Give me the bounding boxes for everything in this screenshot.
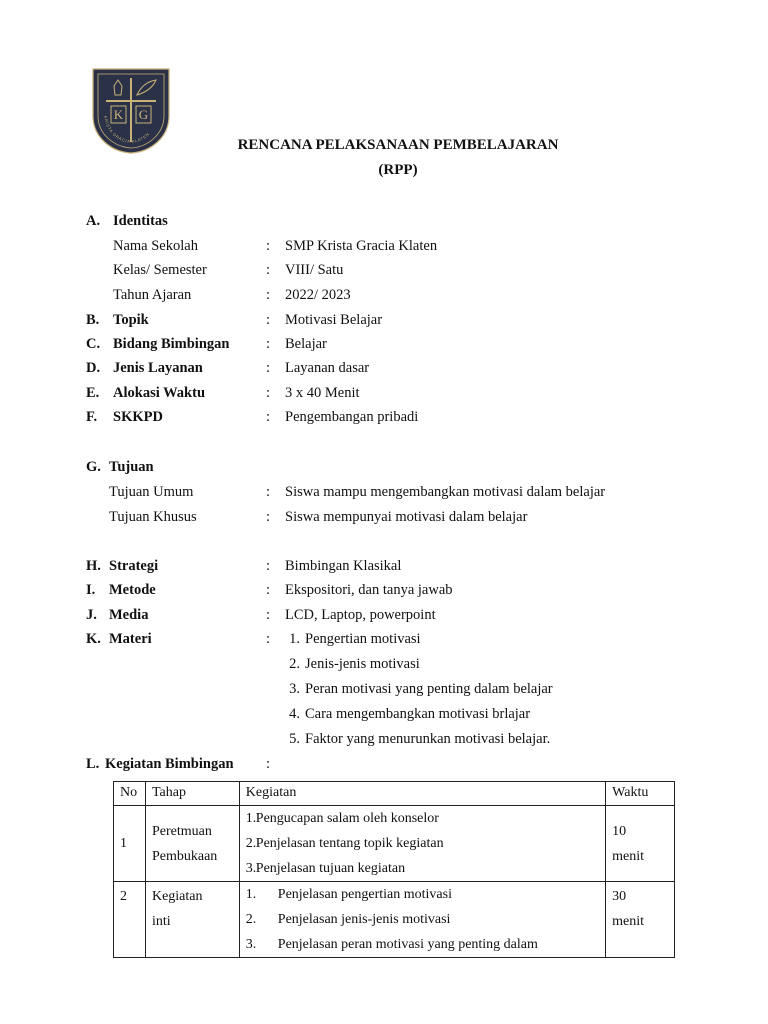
header-waktu: Waktu (606, 782, 675, 806)
section-letter: F. (86, 409, 98, 425)
section-h-strategi (0, 556, 768, 576)
header-no: No (114, 782, 146, 806)
kegiatan-list (246, 882, 599, 957)
field-label: Tahun Ajaran (113, 287, 192, 303)
section-f-skkpd (0, 407, 768, 427)
section-label: Tujuan (109, 459, 154, 475)
tujuan-umum (0, 482, 768, 502)
section-i-metode (0, 580, 768, 600)
cell-no: 1 (114, 806, 146, 882)
logo-ring-text: KRISTA GRACIA KLATEN (103, 115, 151, 145)
section-value: Motivasi Belajar (285, 312, 383, 328)
table-header-row (114, 782, 675, 806)
tujuan-khusus (0, 507, 768, 527)
colon: : (266, 336, 271, 352)
section-value: Pengembangan pribadi (285, 409, 419, 425)
section-label: Kegiatan Bimbingan (105, 756, 234, 772)
colon: : (266, 360, 271, 376)
section-letter: H. (86, 558, 101, 574)
section-a (0, 211, 768, 231)
field-value: Siswa mempunyai motivasi dalam belajar (285, 509, 528, 525)
materi-text: Faktor yang menurunkan motivasi belajar. (305, 731, 551, 747)
cell-tahap (145, 882, 239, 958)
field-value: VIII/ Satu (285, 262, 344, 278)
section-value: Ekspositori, dan tanya jawab (285, 582, 453, 598)
colon: : (266, 238, 271, 254)
colon: : (266, 409, 271, 425)
section-letter: G. (86, 459, 101, 475)
colon: : (266, 262, 271, 278)
table-row (114, 806, 675, 882)
colon: : (266, 385, 271, 401)
section-label: Strategi (109, 558, 159, 574)
field-value: Siswa mampu mengembangkan motivasi dalam belajar (285, 484, 606, 500)
waktu-line: 30 (612, 889, 627, 904)
kegiatan-text: Penjelasan tentang topik kegiatan (255, 836, 444, 851)
materi-number: 2. (289, 656, 300, 672)
materi-text: Jenis-jenis motivasi (305, 656, 420, 672)
tahap-line: Kegiatan (151, 889, 203, 904)
section-letter: B. (86, 312, 100, 328)
section-label: Alokasi Waktu (113, 385, 206, 401)
section-value: LCD, Laptop, powerpoint (285, 607, 436, 623)
tahap-line: Peretmuan (151, 823, 212, 839)
materi-text: Cara mengembangkan motivasi brlajar (305, 706, 531, 722)
colon: : (266, 756, 271, 772)
cell-no: 2 (114, 882, 146, 958)
section-label: Materi (109, 631, 152, 647)
doc-title: RENCANA PELAKSANAAN PEMBELAJARAN (237, 137, 559, 153)
kegiatan-number: 2. (245, 836, 257, 851)
section-letter: J. (86, 607, 97, 623)
cell-kegiatan (239, 806, 605, 882)
section-label: Media (109, 607, 149, 623)
header-kegiatan: Kegiatan (239, 782, 605, 806)
materi-text: Peran motivasi yang penting dalam belajar (305, 681, 553, 697)
logo-letter-k: K (113, 107, 124, 122)
section-value: Bimbingan Klasikal (285, 558, 402, 574)
colon: : (266, 607, 271, 623)
section-e-alokasi-waktu (0, 383, 768, 403)
table-row (114, 882, 675, 958)
section-d-jenis-layanan (0, 358, 768, 378)
waktu-line: menit (612, 914, 645, 929)
field-value: SMP Krista Gracia Klaten (285, 238, 438, 254)
colon: : (266, 582, 271, 598)
section-letter: A. (86, 213, 101, 229)
section-g-tujuan (0, 457, 768, 477)
materi-text: Pengertian motivasi (305, 631, 421, 647)
section-value: Layanan dasar (285, 360, 370, 376)
section-letter: D. (86, 360, 101, 376)
colon: : (266, 509, 271, 525)
section-label: Metode (109, 582, 156, 598)
doc-subtitle: (RPP) (378, 162, 418, 178)
section-letter: L. (86, 756, 100, 772)
section-label: Jenis Layanan (113, 360, 203, 376)
section-j-media (0, 605, 768, 625)
section-l-kegiatan (0, 754, 768, 774)
identitas-kelas-semester (0, 260, 768, 280)
waktu-line: 10 (612, 823, 627, 839)
section-label: Identitas (113, 213, 168, 229)
colon: : (266, 287, 271, 303)
kegiatan-item (246, 831, 599, 856)
section-letter: C. (86, 336, 101, 352)
kegiatan-text: Penjelasan peran motivasi yang penting dalam (277, 937, 538, 952)
identitas-nama-sekolah (0, 236, 768, 256)
materi-number: 4. (289, 706, 300, 722)
kegiatan-list (246, 806, 599, 881)
kegiatan-number: 1. (245, 811, 257, 826)
kegiatan-number: 1. (245, 887, 257, 902)
kegiatan-text: Penjelasan jenis-jenis motivasi (277, 912, 451, 927)
field-label: Tujuan Umum (109, 484, 194, 500)
kegiatan-item (246, 907, 599, 932)
kegiatan-table (113, 781, 675, 958)
section-b-topik (0, 310, 768, 330)
kegiatan-item (246, 806, 599, 831)
section-value: 3 x 40 Menit (285, 385, 360, 401)
cell-kegiatan (239, 882, 605, 958)
cell-tahap (145, 806, 239, 882)
colon: : (266, 312, 271, 328)
section-letter: K. (86, 631, 101, 647)
kegiatan-text: Penjelasan pengertian motivasi (277, 887, 452, 902)
kegiatan-item (246, 856, 599, 881)
section-letter: I. (86, 582, 96, 598)
kegiatan-number: 3. (245, 937, 257, 952)
cell-waktu (606, 882, 675, 958)
kegiatan-text: Pengucapan salam oleh konselor (255, 811, 439, 826)
field-value: 2022/ 2023 (285, 287, 351, 303)
kegiatan-text: Penjelasan tujuan kegiatan (255, 861, 406, 876)
colon: : (266, 558, 271, 574)
colon: : (266, 484, 271, 500)
identitas-tahun-ajaran (0, 285, 768, 305)
section-label: Bidang Bimbingan (113, 336, 230, 352)
waktu-line: menit (612, 848, 645, 864)
section-label: SKKPD (113, 409, 163, 425)
logo-letter-g: G (138, 107, 149, 122)
section-c-bidang (0, 334, 768, 354)
field-label: Kelas/ Semester (113, 262, 207, 278)
cell-waktu (606, 806, 675, 882)
tahap-line: Pembukaan (151, 848, 218, 864)
section-label: Topik (113, 312, 149, 328)
section-value: Belajar (285, 336, 327, 352)
kegiatan-item (246, 932, 599, 957)
section-letter: E. (86, 385, 100, 401)
materi-number: 1. (289, 631, 300, 647)
materi-number: 3. (289, 681, 300, 697)
kegiatan-number: 3. (245, 861, 257, 876)
colon: : (266, 631, 271, 647)
field-label: Tujuan Khusus (109, 509, 197, 525)
materi-number: 5. (289, 731, 300, 747)
kegiatan-item (246, 882, 599, 907)
tahap-line: inti (151, 914, 171, 929)
field-label: Nama Sekolah (113, 238, 198, 254)
kegiatan-number: 2. (245, 912, 257, 927)
header-tahap: Tahap (145, 782, 239, 806)
